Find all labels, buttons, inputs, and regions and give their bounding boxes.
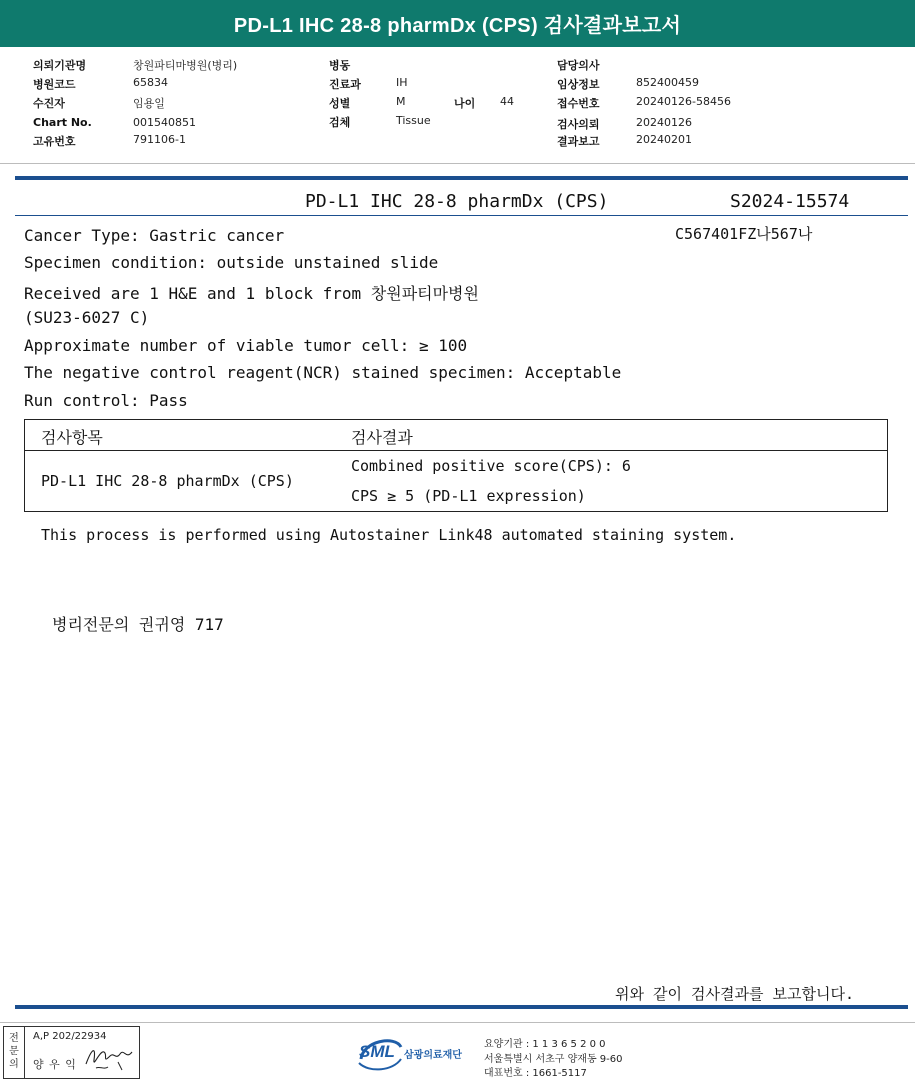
logo-text: SML: [359, 1042, 395, 1061]
value-age: 44: [500, 95, 514, 108]
label-ward: 병동: [329, 59, 351, 72]
table-result-cps: Combined positive score(CPS): 6: [351, 457, 631, 475]
value-report-date: 20240201: [636, 133, 692, 146]
closing-statement: 위와 같이 검사결과를 보고합니다.: [615, 985, 854, 1003]
stamp-license: A,P 202/22934: [33, 1031, 107, 1042]
process-note: This process is performed using Autostainer Link48 automated staining system.: [41, 526, 737, 544]
value-request-date: 20240126: [636, 116, 692, 129]
label-department: 진료과: [329, 78, 361, 91]
label-clinical-info: 임상정보: [557, 78, 600, 91]
table-header-result: 검사결과: [351, 428, 413, 447]
header-divider: [0, 163, 915, 164]
report-title: PD-L1 IHC 28-8 pharmDx (CPS) 검사결과보고서: [233, 15, 682, 37]
value-requesting-institution: 창원파티마병원(병리): [133, 59, 238, 72]
line-viable-tumor: Approximate number of viable tumor cell: ≥ 100: [24, 336, 468, 355]
label-request-date: 검사의뢰: [557, 118, 600, 131]
org-name: 삼광의료재단: [404, 1050, 462, 1061]
value-specimen: Tissue: [396, 114, 431, 127]
value-clinical-info: 852400459: [636, 76, 699, 89]
org-phone: 대표번호 : 1661-5117: [484, 1068, 587, 1079]
line-block-id: (SU23-6027 C): [24, 308, 150, 327]
label-patient: 수진자: [33, 97, 65, 110]
label-receipt-number: 접수번호: [557, 97, 600, 110]
org-address: 서울특별시 서초구 양재동 9-60: [484, 1054, 623, 1065]
value-unique-number: 791106-1: [133, 133, 186, 146]
table-result-expression: CPS ≥ 5 (PD-L1 expression): [351, 487, 586, 505]
footer-divider: [0, 1022, 915, 1023]
line-ncr: The negative control reagent(NCR) stained specimen: Acceptable: [24, 363, 622, 382]
label-unique-number: 고유번호: [33, 135, 76, 148]
value-sex: M: [396, 95, 406, 108]
stamp-divider: [24, 1026, 25, 1079]
line-run-control: Run control: Pass: [24, 391, 188, 410]
line-specimen-condition: Specimen condition: outside unstained slide: [24, 253, 439, 272]
results-table-divider: [25, 450, 887, 451]
label-chart-no: Chart No.: [33, 116, 92, 129]
signature-image: [82, 1040, 138, 1072]
specimen-code: C567401FZ나567나: [675, 225, 813, 243]
test-number: S2024-15574: [730, 191, 850, 212]
label-physician: 담당의사: [557, 59, 600, 72]
value-receipt-number: 20240126-58456: [636, 95, 731, 108]
label-report-date: 결과보고: [557, 135, 600, 148]
label-sex: 성별: [329, 97, 351, 110]
value-department: IH: [396, 76, 408, 89]
institution-code: 요양기관 : 1 1 3 6 5 2 0 0: [484, 1039, 606, 1050]
label-age: 나이: [454, 97, 476, 110]
stamp-name: 양 우 익: [33, 1058, 77, 1071]
bottom-rule: [15, 1005, 908, 1009]
pathologist-line: 병리전문의 권귀영 717: [52, 615, 224, 634]
label-specimen: 검체: [329, 116, 351, 129]
report-title-bar: [0, 0, 915, 47]
value-chart-no: 001540851: [133, 116, 196, 129]
table-header-item: 검사항목: [41, 428, 103, 447]
test-title: PD-L1 IHC 28-8 pharmDx (CPS): [305, 191, 609, 212]
line-cancer-type: Cancer Type: Gastric cancer: [24, 226, 285, 245]
value-hospital-code: 65834: [133, 76, 168, 89]
value-patient: 임용일: [133, 97, 165, 110]
label-hospital-code: 병원코드: [33, 78, 76, 91]
title-rule: [15, 215, 908, 216]
top-rule: [15, 176, 908, 180]
stamp-side-label: 전문의: [9, 1033, 19, 1070]
label-requesting-institution: 의뢰기관명: [33, 59, 87, 72]
table-test-item: PD-L1 IHC 28-8 pharmDx (CPS): [41, 472, 294, 490]
line-received: Received are 1 H&E and 1 block from 창원파티마병원: [24, 284, 479, 303]
